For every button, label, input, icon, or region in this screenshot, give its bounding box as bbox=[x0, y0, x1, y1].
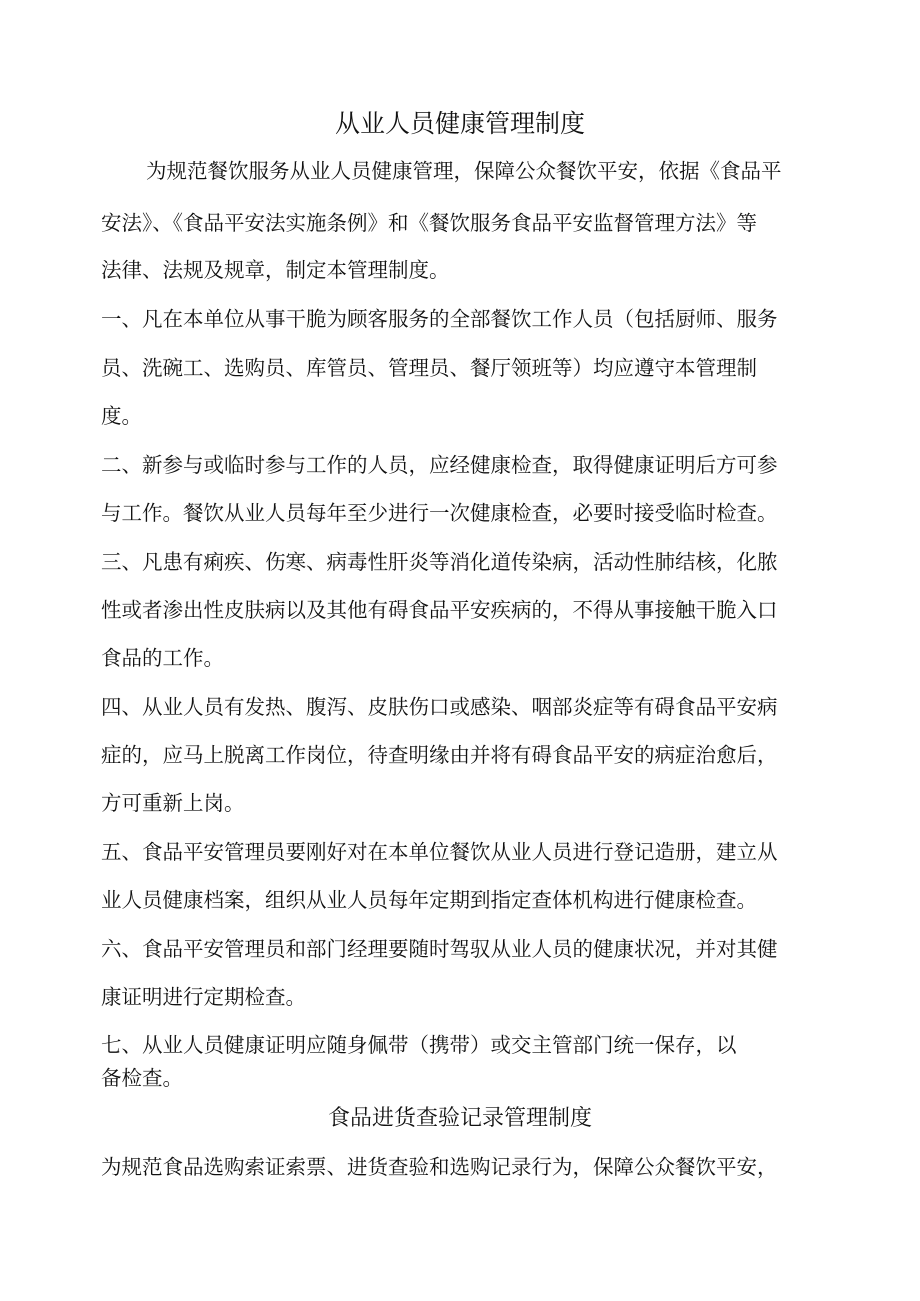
paragraph-line: 备检查。 bbox=[101, 1066, 183, 1090]
paragraph-line: 安法》、《食品平安法实施条例》和《餐饮服务食品平安监督管理方法》等 bbox=[101, 211, 757, 235]
paragraph-line: 员、洗碗工、选购员、库管员、管理员、餐厅领班等）均应遵守本管理制 bbox=[101, 356, 757, 380]
paragraph-line: 性或者渗出性皮肤病以及其他有碍食品平安疾病的，不得从事接触干脆入口 bbox=[101, 598, 778, 622]
paragraph-line: 业人员健康档案，组织从业人员每年定期到指定查体机构进行健康检查。 bbox=[101, 888, 757, 912]
paragraph-line: 七、从业人员健康证明应随身佩带（携带）或交主管部门统一保存，以 bbox=[101, 1033, 737, 1057]
paragraph-line: 法律、法规及规章，制定本管理制度。 bbox=[101, 258, 450, 282]
paragraph-line: 三、凡患有痢疾、伤寒、病毒性肝炎等消化道传染病，活动性肺结核，化脓 bbox=[101, 550, 778, 574]
paragraph-line: 为规范餐饮服务从业人员健康管理，保障公众餐饮平安，依据《食品平 bbox=[146, 159, 782, 183]
paragraph-line: 食品的工作。 bbox=[101, 646, 224, 670]
section-title: 食品进货查验记录管理制度 bbox=[327, 1106, 592, 1131]
paragraph-line: 四、从业人员有发热、腹泻、皮肤伤口或感染、咽部炎症等有碍食品平安病 bbox=[101, 695, 778, 719]
paragraph-line: 方可重新上岗。 bbox=[101, 791, 245, 815]
paragraph-line: 为规范食品选购索证索票、进货查验和选购记录行为，保障公众餐饮平安， bbox=[101, 1155, 778, 1179]
paragraph-line: 度。 bbox=[101, 404, 142, 428]
paragraph-line: 二、新参与或临时参与工作的人员，应经健康检查，取得健康证明后方可参 bbox=[101, 453, 778, 477]
document-title: 从业人员健康管理制度 bbox=[334, 109, 585, 138]
paragraph-line: 一、凡在本单位从事干脆为顾客服务的全部餐饮工作人员（包括厨师、服务 bbox=[101, 307, 778, 331]
paragraph-line: 与工作。餐饮从业人员每年至少进行一次健康检查，必要时接受临时检查。 bbox=[101, 501, 778, 525]
paragraph-line: 康证明进行定期检查。 bbox=[101, 985, 306, 1009]
paragraph-line: 症的，应马上脱离工作岗位，待查明缘由并将有碍食品平安的病症治愈后， bbox=[101, 743, 778, 767]
paragraph-line: 六、食品平安管理员和部门经理要随时驾驭从业人员的健康状况，并对其健 bbox=[101, 937, 778, 961]
paragraph-line: 五、食品平安管理员要刚好对在本单位餐饮从业人员进行登记造册，建立从 bbox=[101, 840, 778, 864]
